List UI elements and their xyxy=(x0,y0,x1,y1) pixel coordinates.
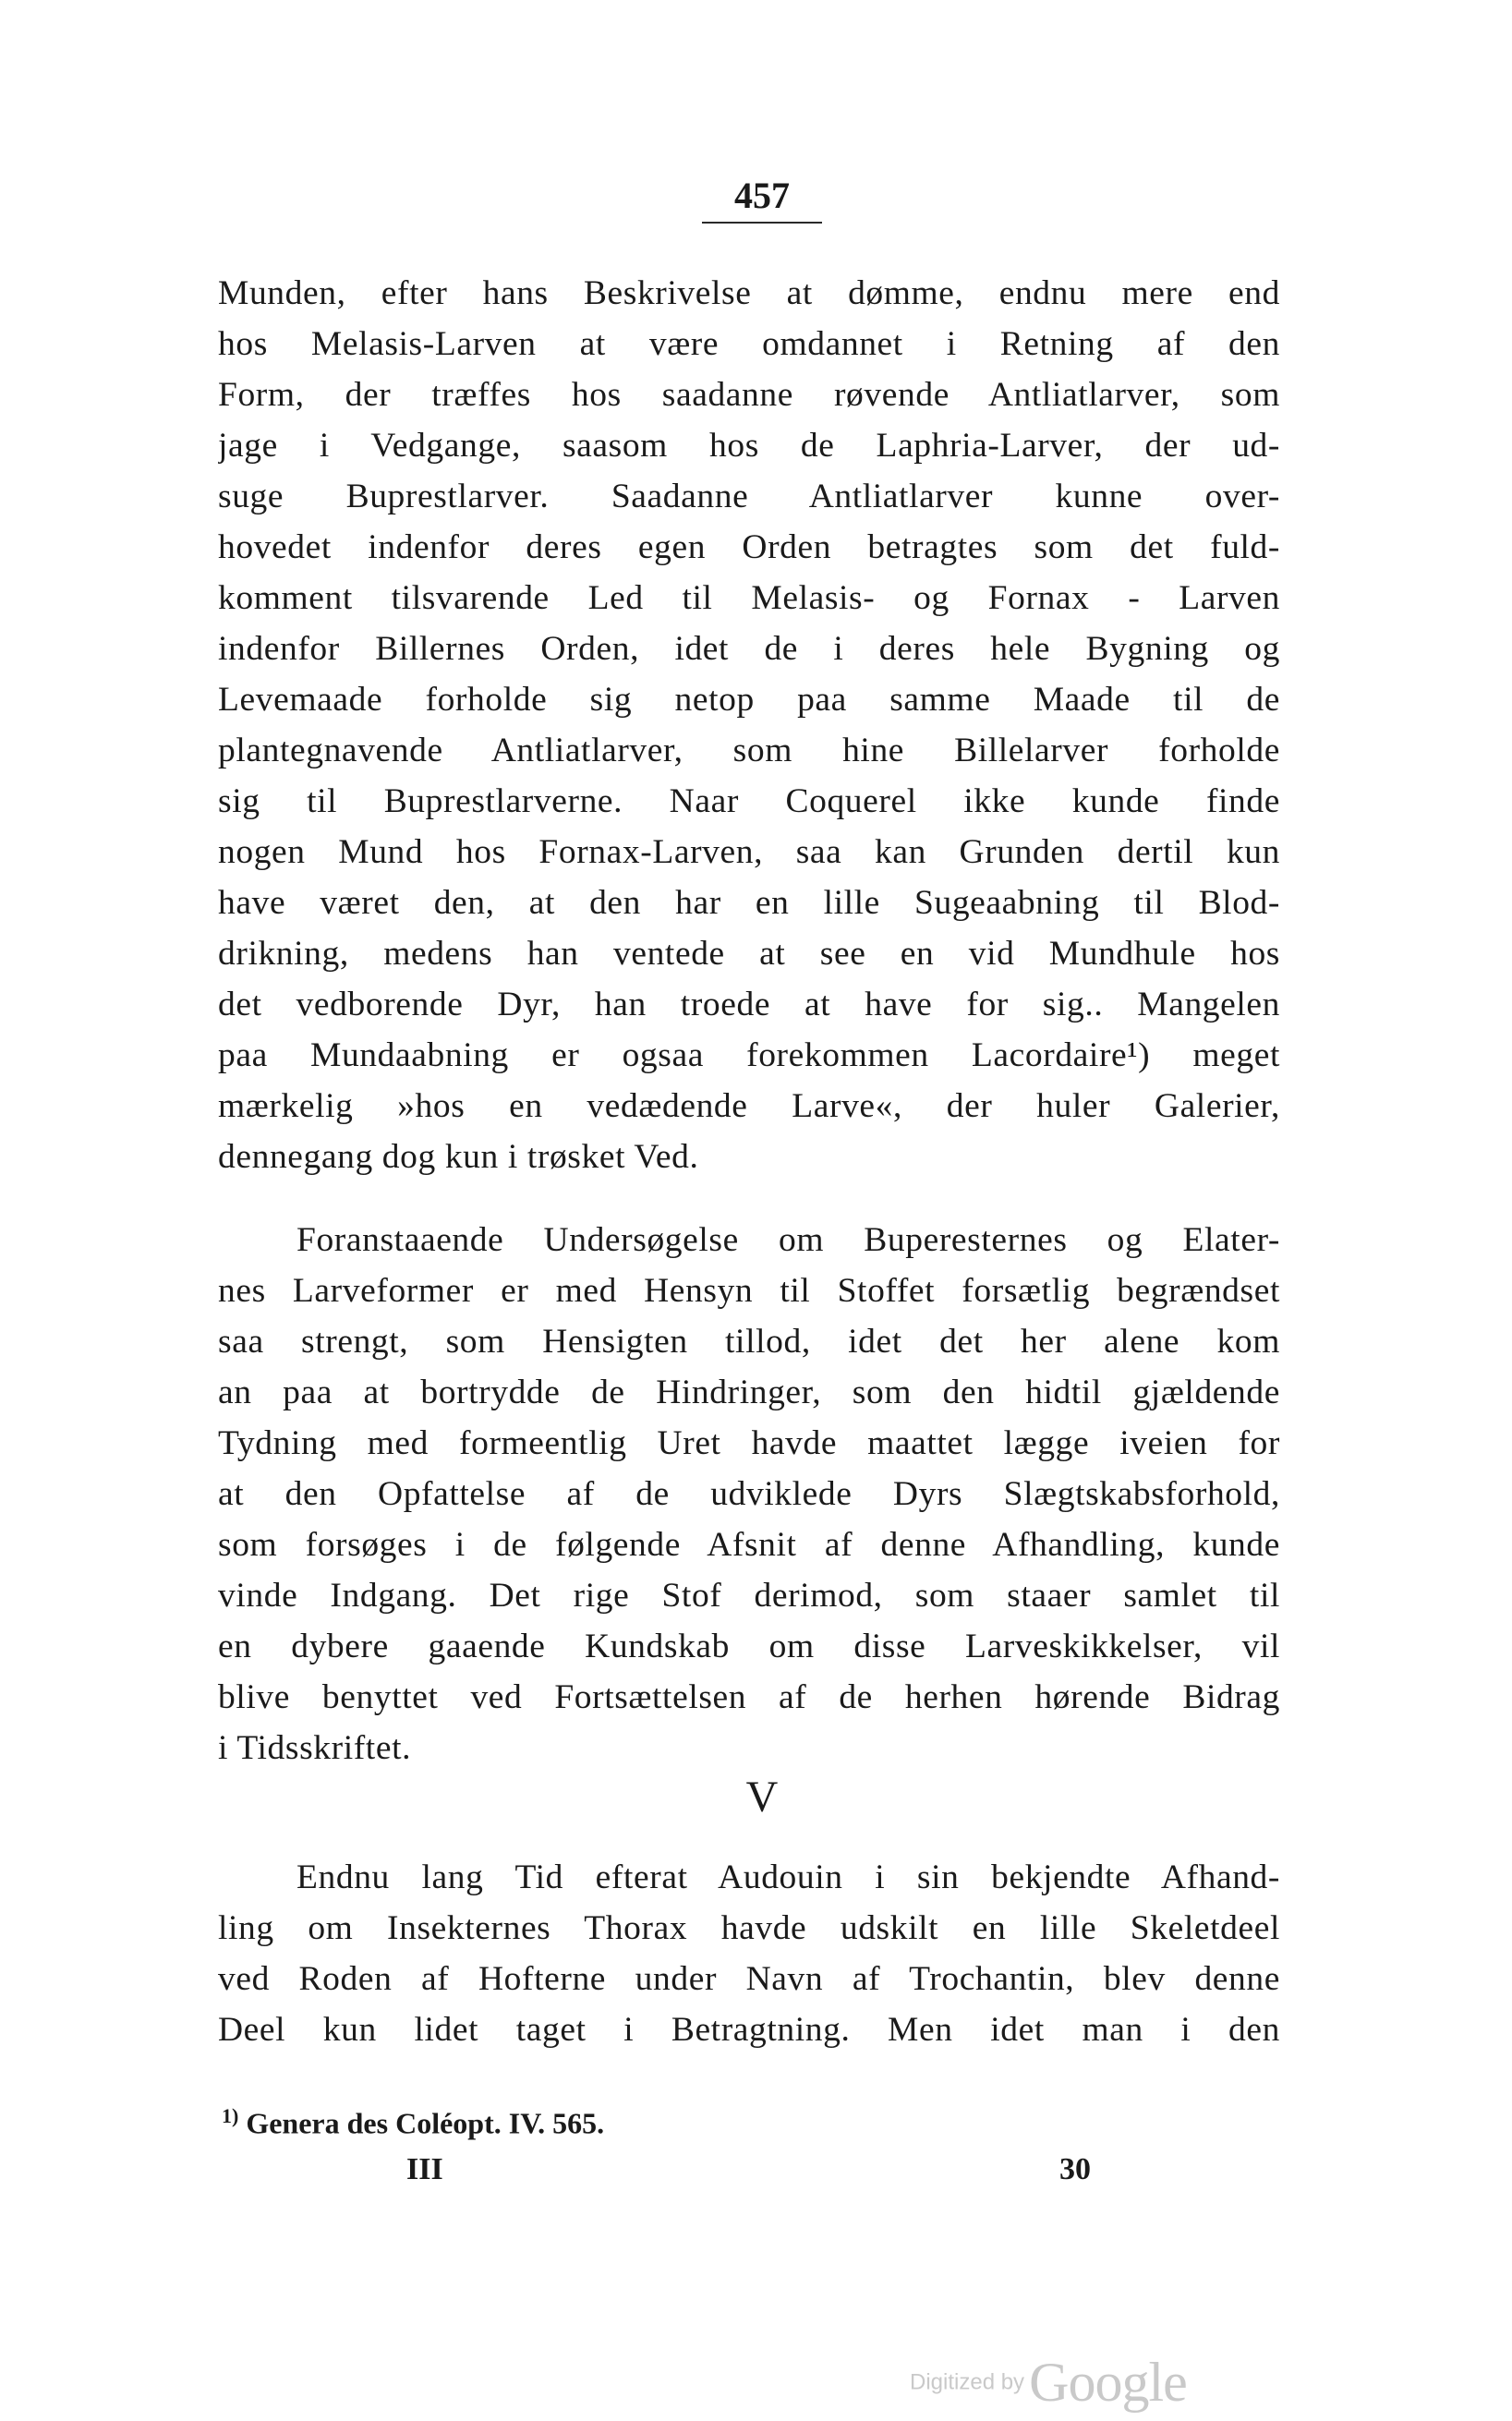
text-line: sig til Buprestlarverne. Naar Coquerel ikke kunde finde xyxy=(218,782,1280,820)
text-line: nogen Mund hos Fornax-Larven, saa kan Grunden dertil kun xyxy=(218,833,1280,871)
text-line: i Tidsskriftet. xyxy=(218,1729,412,1767)
text-line: Endnu lang Tid efterat Audouin i sin bekjendte Afhand- xyxy=(296,1858,1280,1896)
google-logo: Google xyxy=(1029,2352,1187,2413)
text-line: det vedborende Dyr, han troede at have for sig.. Mangelen xyxy=(218,986,1280,1023)
signature-mark-left: III xyxy=(406,2152,443,2186)
paragraph-2 xyxy=(218,1215,1280,1773)
footnote xyxy=(222,2104,604,2141)
text-line: mærkelig »hos en vedædende Larve«, der huler Galerier, xyxy=(218,1087,1280,1125)
text-line: Form, der træffes hos saadanne røvende Antliatlarver, som xyxy=(218,376,1280,414)
footnote-text: Genera des Coléopt. IV. 565. xyxy=(246,2106,605,2140)
watermark-prefix: Digitized by xyxy=(910,2369,1025,2395)
text-line: indenfor Billernes Orden, idet de i deres hele Bygning og xyxy=(218,630,1280,668)
text-line: ved Roden af Hofterne under Navn af Trochantin, blev denne xyxy=(218,1960,1280,1998)
text-line: dennegang dog kun i trøsket Ved. xyxy=(218,1138,699,1176)
paragraph-3 xyxy=(218,1852,1280,2055)
text-line: drikning, medens han ventede at see en vid Mundhule hos xyxy=(218,935,1280,973)
text-line: paa Mundaabning er ogsaa forekommen Lacordaire¹) meget xyxy=(218,1036,1280,1074)
footnote-marker: 1) xyxy=(222,2104,239,2127)
text-line: som forsøges i de følgende Afsnit af denne Afhandling, kunde xyxy=(218,1526,1280,1564)
text-line: Tydning med formeentlig Uret havde maattet lægge iveien for xyxy=(218,1424,1280,1462)
page-number-rule xyxy=(702,222,822,224)
text-line: Munden, efter hans Beskrivelse at dømme, endnu mere end xyxy=(218,274,1280,312)
text-line: en dybere gaaende Kundskab om disse Larveskikkelser, vil xyxy=(218,1628,1280,1665)
signature-mark-right: 30 xyxy=(1059,2152,1091,2186)
text-line: hovedet indenfor deres egen Orden betragtes som det fuld- xyxy=(218,528,1280,566)
text-line: at den Opfattelse af de udviklede Dyrs Slægtskabsforhold, xyxy=(218,1475,1280,1513)
text-line: plantegnavende Antliatlarver, som hine Billelarver forholde xyxy=(218,732,1280,769)
text-line: saa strengt, som Hensigten tillod, idet det her alene kom xyxy=(218,1323,1280,1361)
paragraph-1 xyxy=(218,268,1280,1182)
text-line: blive benyttet ved Fortsættelsen af de herhen hørende Bidrag xyxy=(218,1678,1280,1716)
text-line: jage i Vedgange, saasom hos de Laphria-Larver, der ud- xyxy=(218,427,1280,465)
text-line: Deel kun lidet taget i Betragtning. Men idet man i den xyxy=(218,2011,1280,2049)
section-heading: V xyxy=(745,1773,779,1822)
text-line: ling om Insekternes Thorax havde udskilt en lille Skeletdeel xyxy=(218,1909,1280,1947)
text-line: have været den, at den har en lille Sugeaabning til Blod- xyxy=(218,884,1280,922)
text-line: komment tilsvarende Led til Melasis- og Fornax - Larven xyxy=(218,579,1280,617)
text-line: nes Larveformer er med Hensyn til Stoffet forsætlig begrændset xyxy=(218,1272,1280,1310)
text-line: vinde Indgang. Det rige Stof derimod, som staaer samlet til xyxy=(218,1577,1280,1615)
page-number: 457 xyxy=(734,175,790,216)
text-line: an paa at bortrydde de Hindringer, som den hidtil gjældende xyxy=(218,1374,1280,1411)
text-line: suge Buprestlarver. Saadanne Antliatlarver kunne over- xyxy=(218,478,1280,515)
text-line: Foranstaaende Undersøgelse om Buperesternes og Elater- xyxy=(296,1221,1280,1259)
text-line: hos Melasis-Larven at være omdannet i Retning af den xyxy=(218,325,1280,363)
text-line: Levemaade forholde sig netop paa samme Maade til de xyxy=(218,681,1280,719)
digitized-watermark xyxy=(910,2351,1187,2415)
